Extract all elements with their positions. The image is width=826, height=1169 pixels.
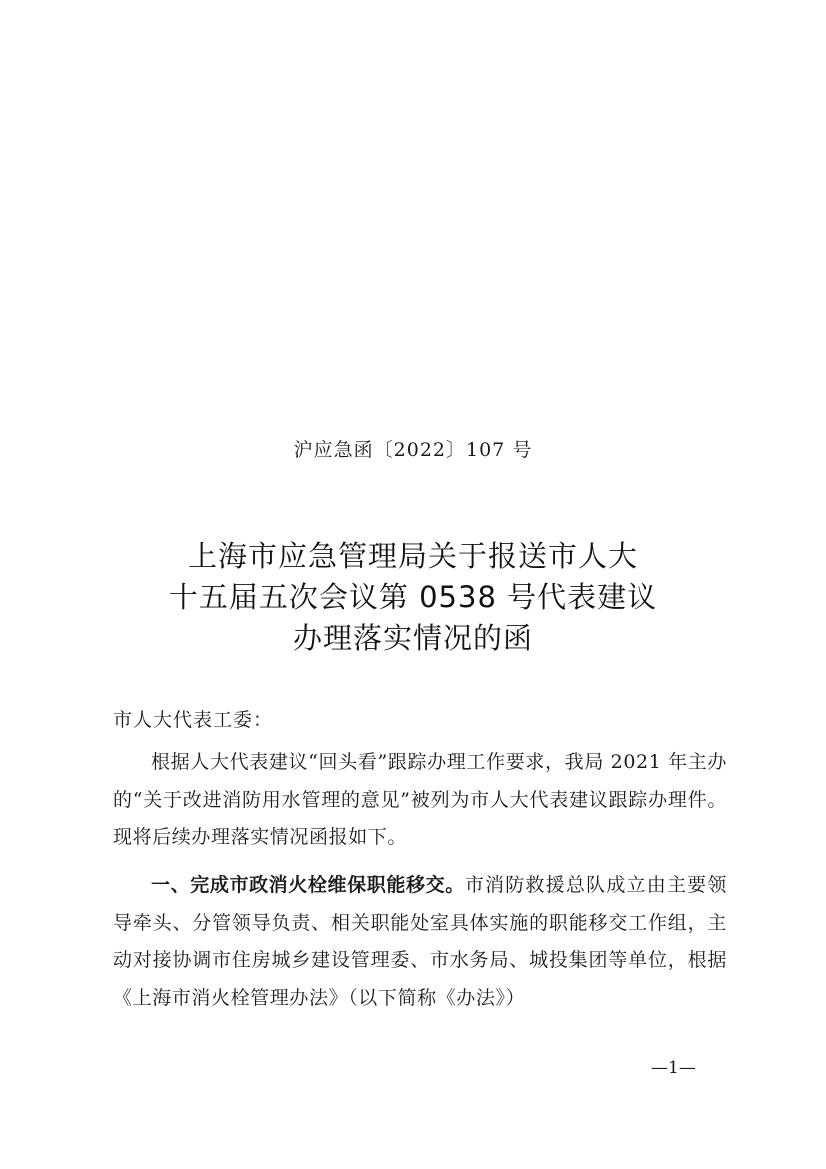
title-line-1: 上海市应急管理局关于报送市人大 bbox=[187, 539, 638, 573]
title-line-3: 办理落实情况的函 bbox=[292, 621, 533, 655]
salutation: 市人大代表工委： bbox=[113, 709, 274, 731]
body-paragraph-1: 根据人大代表建议“回头看”跟踪办理工作要求，我局 2021 年主办的“关于改进消防用水管理的意见”被列为市人大代表建议跟踪办理件。现将后续办理落实情况函报如下。 bbox=[113, 751, 727, 848]
page-number: —1— bbox=[651, 1058, 696, 1078]
section-heading: 一、完成市政消火栓维保职能移交。 bbox=[151, 874, 465, 896]
section-body: 市消防救援总队成立由主要领导牵头、分管领导负责、相关职能处室具体实施的职能移交工作组，主动对接协调市住房城乡建设管理委、市水务局、城投集团等单位，根据《上海市消火栓管理办法》（以下简称《办法》） bbox=[113, 874, 727, 1009]
title-line-2: 十五届五次会议第 0538 号代表建议 bbox=[168, 580, 658, 614]
document-number: 沪应急函〔2022〕107 号 bbox=[293, 439, 533, 461]
body-paragraph-2 bbox=[113, 867, 727, 1017]
document-title bbox=[0, 536, 826, 659]
